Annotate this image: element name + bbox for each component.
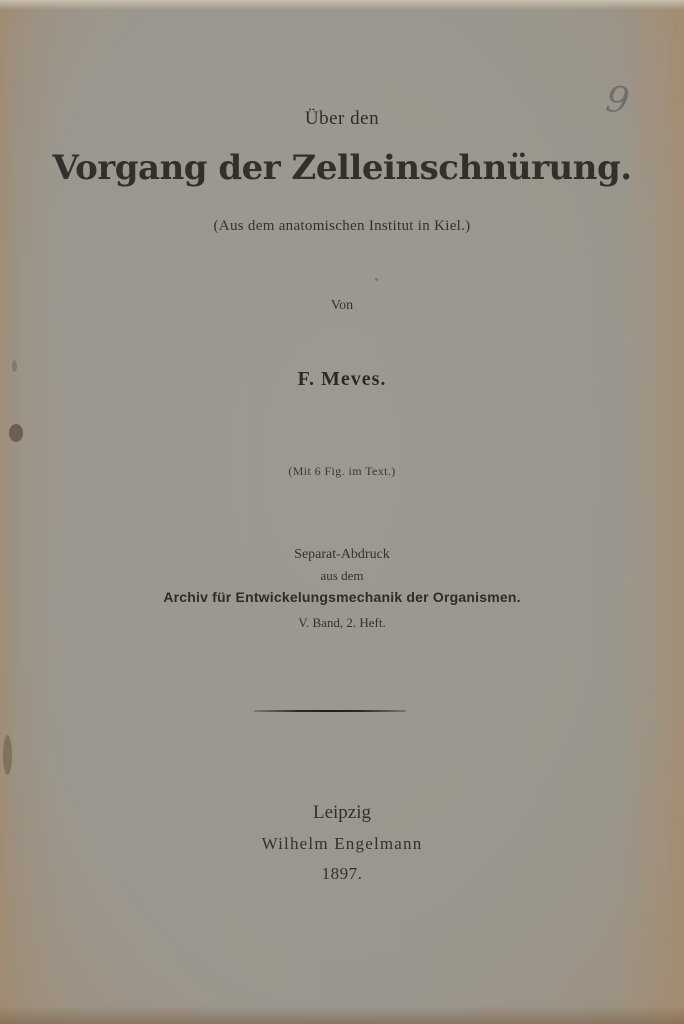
pre-title: Über den (304, 108, 380, 129)
decorative-rule (254, 710, 406, 712)
figures-note: (Mit 6 Fig. im Text.) (288, 464, 396, 478)
offprint-label: Separat-Abdruck (294, 547, 390, 562)
pencil-number-mark: 9 (603, 78, 632, 123)
by-label: Von (330, 298, 354, 313)
offprint-from: aus dem (320, 568, 364, 583)
foxing-spot (9, 424, 23, 442)
publisher-name: Wilhelm Engelmann (261, 834, 423, 853)
author-name: F. Meves. (297, 368, 387, 390)
publication-city: Leipzig (312, 802, 372, 823)
paper-top-edge (0, 0, 684, 10)
publication-year: 1897. (321, 864, 363, 883)
institute-note: (Aus dem anatomischen Institut in Kiel.) (213, 218, 471, 234)
main-title: Vorgang der Zelleinschnürung. (52, 148, 632, 188)
journal-title: Archiv für Entwickelungsmechanik der Organismen. (163, 589, 521, 605)
volume-issue: V. Band, 2. Heft. (298, 615, 386, 630)
foxing-spot (3, 735, 12, 775)
foxing-spot (375, 278, 378, 281)
paper-bottom-edge (0, 1006, 684, 1024)
